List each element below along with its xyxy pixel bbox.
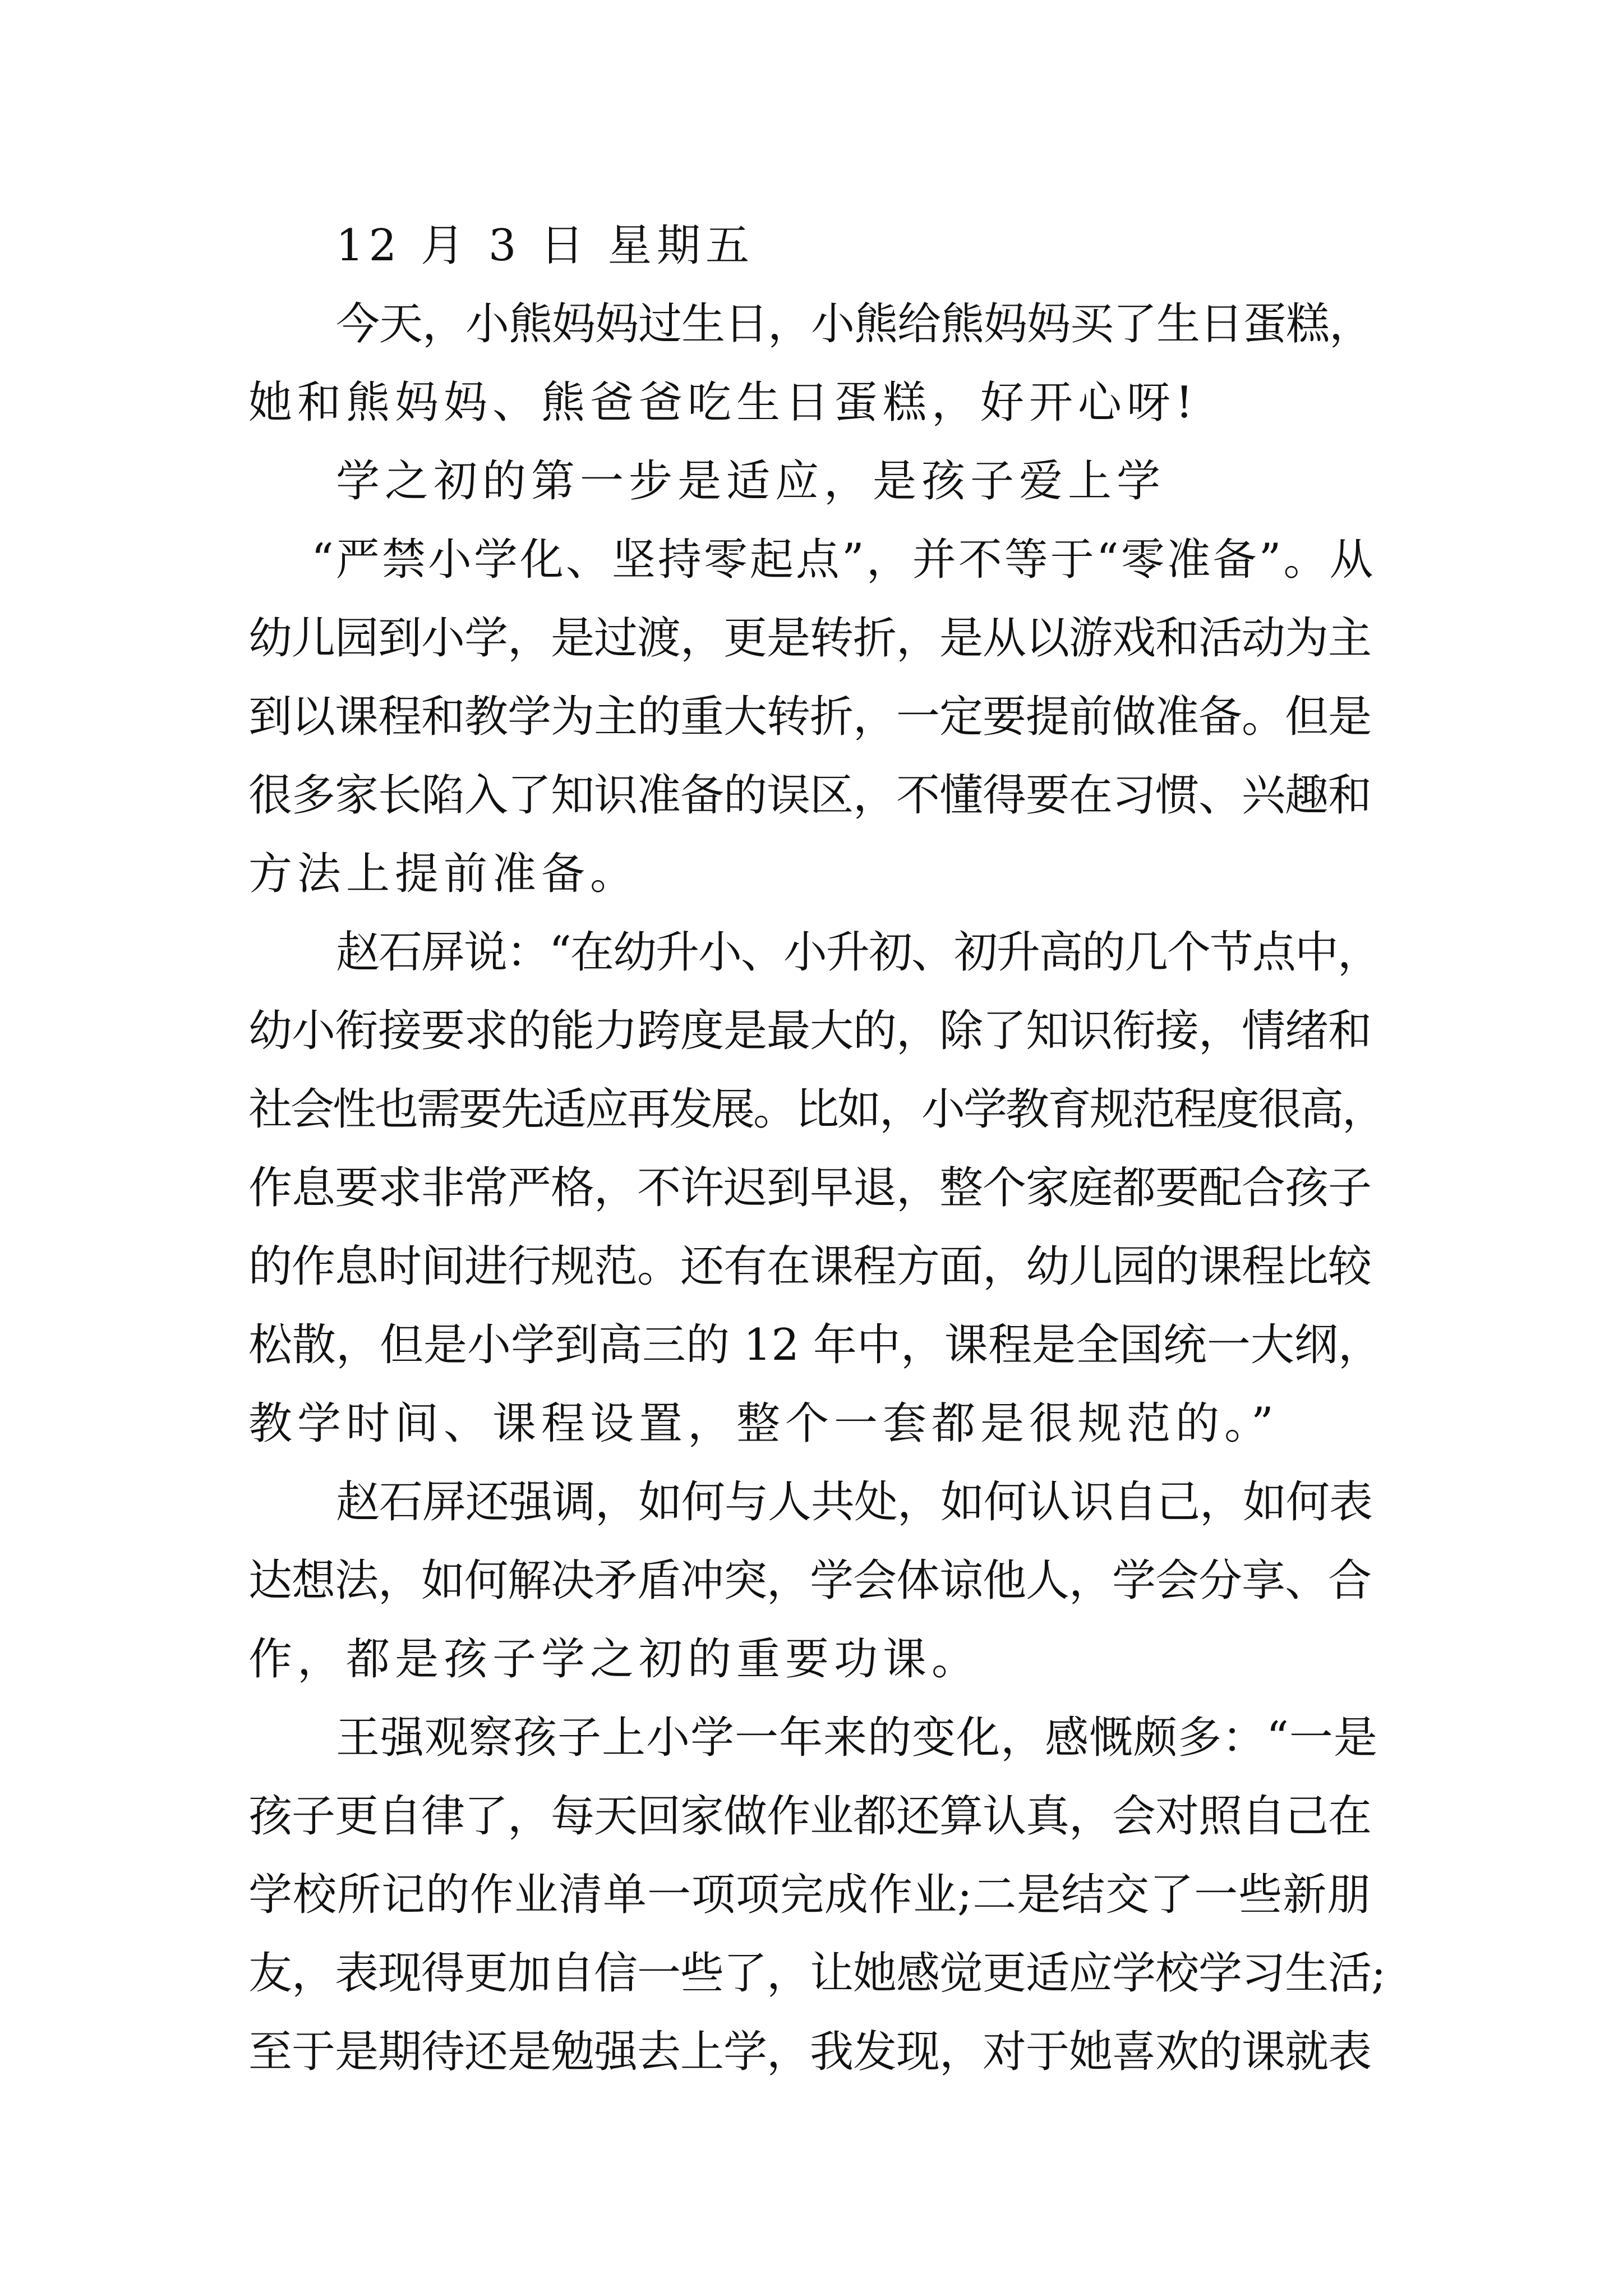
quote-paragraph-line: 幼小衔接要求的能力跨度是最大的，除了知识衔接，情绪和 <box>248 1006 1372 1056</box>
date-line: 12 月 3 日 星期五 <box>336 220 755 271</box>
body-paragraph-line: 达想法，如何解决矛盾冲突，学会体谅他人，学会分享、合 <box>248 1556 1372 1606</box>
quote-paragraph-line: 至于是期待还是勉强去上学，我发现，对于她喜欢的课就表 <box>248 2027 1372 2077</box>
body-paragraph-line: 作，都是孩子学之初的重要功课。 <box>248 1634 981 1685</box>
body-paragraph-line: 很多家长陷入了知识准备的误区，不懂得要在习惯、兴趣和 <box>248 770 1372 821</box>
body-paragraph-line: 赵石屏还强调，如何与人共处，如何认识自己，如何表 <box>336 1477 1373 1527</box>
diary-paragraph-line: 今天，小熊妈妈过生日，小熊给熊妈妈买了生日蛋糕， <box>336 299 1373 349</box>
body-paragraph-line: “严禁小学化、坚持零起点”，并不等于“零准备”。从 <box>311 535 1376 585</box>
body-paragraph-line: 幼儿园到小学，是过渡，更是转折，是从以游戏和活动为主 <box>248 613 1372 664</box>
quote-paragraph-line: 社会性也需要先适应再发展。比如，小学教育规范程度很高， <box>248 1084 1385 1135</box>
quote-paragraph-line: 学校所记的作业清单一项项完成作业;二是结交了一些新朋 <box>248 1870 1372 1920</box>
body-paragraph-line: 方法上提前准备。 <box>248 849 639 899</box>
section-heading: 学之初的第一步是适应，是孩子爱上学 <box>336 456 1166 507</box>
quote-paragraph-line: 赵石屏说：“在幼升小、小升初、初升高的几个节点中， <box>336 927 1380 978</box>
quote-paragraph-line: 作息要求非常严格，不许迟到早退，整个家庭都要配合孩子 <box>248 1163 1372 1213</box>
diary-paragraph-line: 她和熊妈妈、熊爸爸吃生日蛋糕，好开心呀! <box>248 378 1198 428</box>
quote-paragraph-line: 教学时间、课程设置，整个一套都是很规范的。” <box>248 1398 1279 1449</box>
quote-paragraph-line: 的作息时间进行规范。还有在课程方面，幼儿园的课程比较 <box>248 1241 1372 1292</box>
quote-paragraph-line: 松散，但是小学到高三的 12 年中，课程是全国统一大纲， <box>248 1320 1382 1370</box>
quote-paragraph-line: 孩子更自律了，每天回家做作业都还算认真，会对照自己在 <box>248 1791 1372 1842</box>
body-paragraph-line: 到以课程和教学为主的重大转折，一定要提前做准备。但是 <box>248 692 1372 742</box>
quote-paragraph-line: 王强观察孩子上小学一年来的变化，感慨颇多：“一是 <box>336 1713 1378 1763</box>
quote-paragraph-line: 友，表现得更加自信一些了，让她感觉更适应学校学习生活; <box>248 1948 1386 1999</box>
